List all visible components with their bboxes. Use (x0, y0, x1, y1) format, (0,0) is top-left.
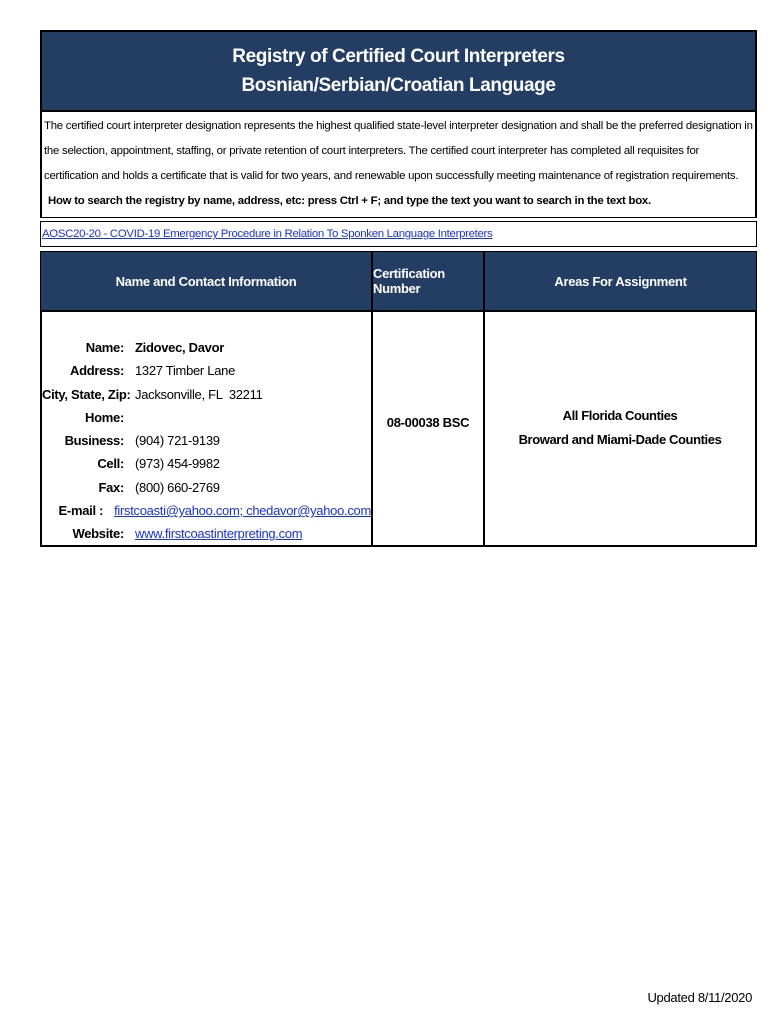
area-item: Broward and Miami-Dade Counties (518, 432, 722, 447)
contact-row-city (42, 383, 371, 406)
certification-number: 08-00038 BSC (386, 415, 470, 430)
fax-number: (800) 660-2769 (135, 479, 220, 495)
city-value: Jacksonville, FL 32211 (135, 386, 263, 402)
contact-row-fax (42, 476, 371, 499)
business-label: Business: (64, 433, 124, 449)
contact-row-address (42, 359, 371, 382)
cert-cell (372, 311, 484, 547)
contact-row-name (42, 336, 371, 359)
area-item: All Florida Counties (562, 408, 678, 423)
city-label: City, State, Zip: (42, 386, 131, 402)
cell-phone: (973) 454-9982 (135, 456, 220, 472)
contact-row-email (42, 499, 371, 522)
registry-sheet (40, 30, 757, 547)
contact-row-home (42, 406, 371, 429)
areas-cell (484, 311, 757, 547)
contact-details (42, 336, 371, 546)
contact-row-business (42, 429, 371, 452)
covid-procedure-link[interactable]: AOSC20-20 - COVID-19 Emergency Procedure in Relation To Sponken Language Interpreters (42, 228, 493, 240)
header-areas: Areas For Assignment (484, 251, 757, 311)
page-title: Registry of Certified Court Interpreters (232, 46, 565, 67)
contact-row-cell (42, 452, 371, 475)
contact-cell (40, 311, 372, 547)
home-label: Home: (85, 409, 124, 425)
search-instructions: How to search the registry by name, address, etc: press Ctrl + F; and type the text you want to search in the text box. (48, 195, 651, 207)
business-phone: (904) 721-9139 (135, 433, 220, 449)
fax-label: Fax: (98, 479, 124, 495)
contact-row-website (42, 522, 371, 545)
email-label: E-mail : (58, 503, 104, 519)
email-link[interactable]: firstcoasti@yahoo.com; chedavor@yahoo.com (114, 503, 371, 519)
name-label: Name: (85, 340, 124, 355)
website-link[interactable]: www.firstcoastinterpreting.com (135, 526, 303, 542)
title-banner (40, 30, 757, 112)
address-label: Address: (70, 363, 124, 379)
interpreter-name: Zidovec, Davor (135, 340, 224, 355)
updated-date: Updated 8/11/2020 (647, 990, 752, 1005)
cell-label: Cell: (97, 456, 124, 472)
page-subtitle: Bosnian/Serbian/Croatian Language (241, 75, 556, 96)
header-name-contact: Name and Contact Information (40, 251, 372, 311)
description-text: The certified court interpreter designation represents the highest qualified state-level interpreter designation and shall be the preferred designation in the selection, appointment, staffing, or private retention of court interpreters. The certified court interpreter has completed all requisites for certification and holds a certificate that is valid for two years, and renewable upon successfully meeting maintenance of registration requirements. (44, 120, 753, 182)
address-value: 1327 Timber Lane (135, 363, 235, 379)
website-label: Website: (72, 526, 124, 542)
interpreter-table (40, 251, 757, 547)
notice-row (40, 221, 757, 247)
header-cert-number: Certification Number (372, 251, 484, 311)
description-block (40, 112, 757, 218)
areas-list (485, 404, 755, 452)
